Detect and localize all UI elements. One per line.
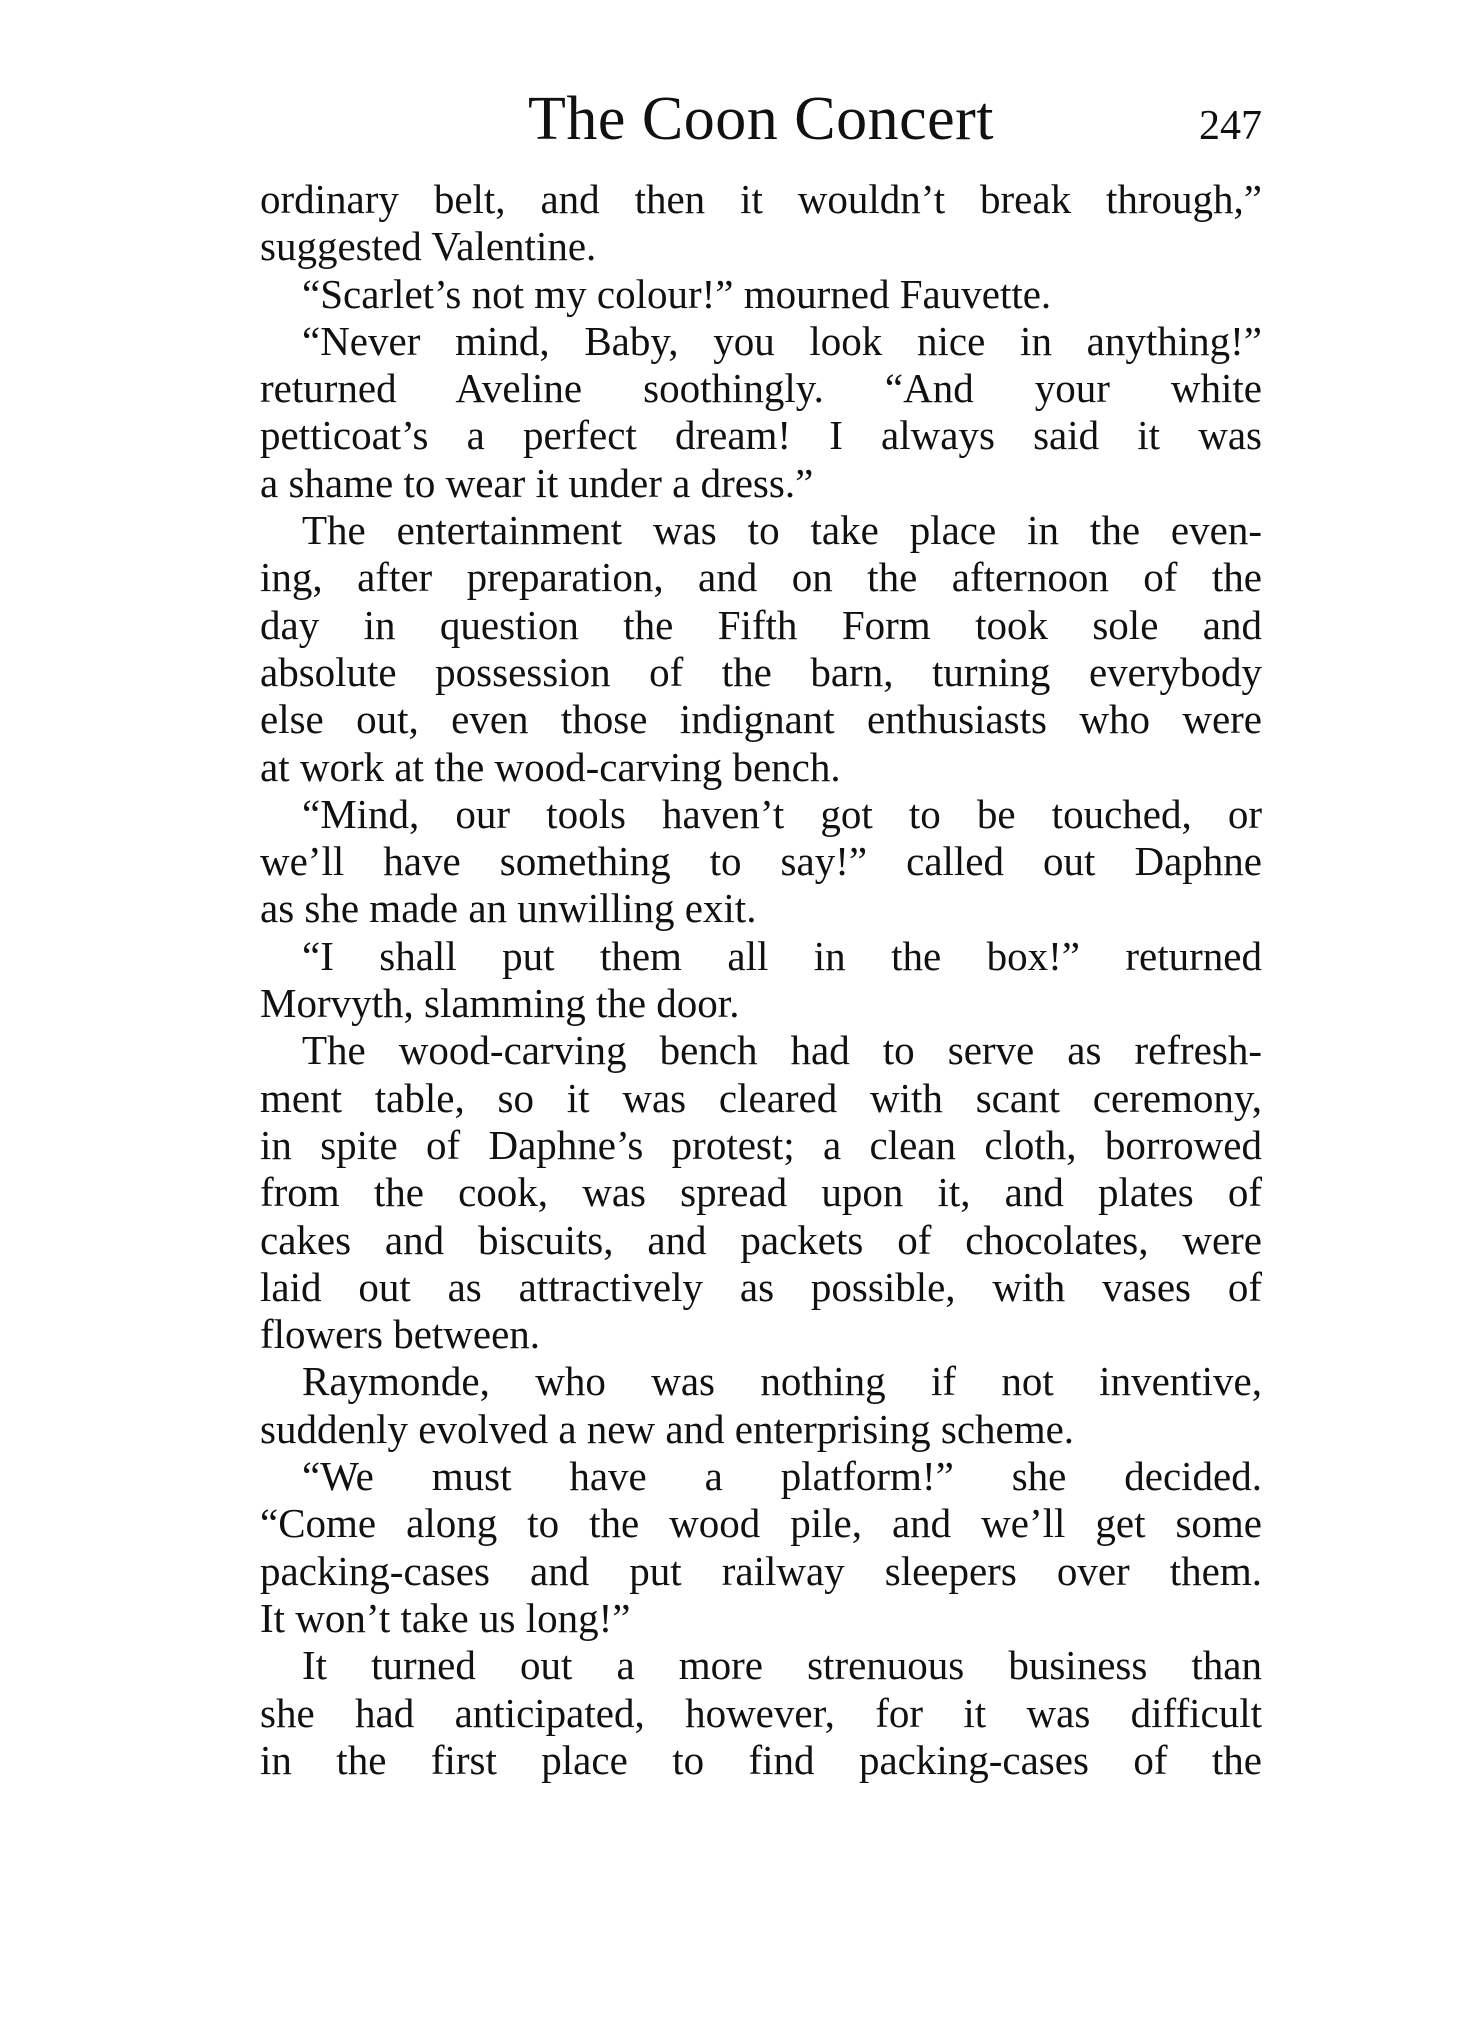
text-line: at work at the wood-carving bench. — [260, 743, 841, 790]
text-line: laid out as attractively as possible, with vases of — [260, 1263, 1262, 1310]
text-line: ordinary belt, and then it wouldn’t break through,” — [260, 176, 1262, 222]
text-line: a shame to wear it under a dress.” — [260, 459, 814, 506]
text-line: packing-cases and put railway sleepers over them. — [260, 1547, 1262, 1594]
text-line: “We must have a platform!” she decided. — [302, 1453, 1262, 1500]
text-line: “Come along to the wood pile, and we’ll get some — [260, 1500, 1262, 1547]
text-line: It won’t take us long!” — [260, 1594, 631, 1641]
text-line: else out, even those indignant enthusiasts who were — [260, 696, 1262, 743]
text-line: The entertainment was to take place in the even- — [302, 507, 1262, 554]
text-line: “Scarlet’s not my colour!” mourned Fauvette. — [302, 270, 1052, 317]
text-line: as she made an unwilling exit. — [260, 885, 757, 932]
text-line: Morvyth, slamming the door. — [260, 980, 740, 1027]
text-line: petticoat’s a perfect dream! I always said it was — [260, 412, 1262, 459]
running-header — [260, 84, 1262, 154]
text-line: suddenly evolved a new and enterprising scheme. — [260, 1405, 1075, 1452]
text-line: in the first place to find packing-cases of the — [260, 1736, 1262, 1783]
text-line: cakes and biscuits, and packets of chocolates, were — [260, 1216, 1262, 1263]
text-line: absolute possession of the barn, turning everybody — [260, 648, 1262, 695]
text-line: in spite of Daphne’s protest; a clean cloth, borrowed — [260, 1121, 1262, 1168]
text-line: It turned out a more strenuous business than — [302, 1642, 1262, 1689]
text-line: we’ll have something to say!” called out Daphne — [260, 838, 1262, 885]
page-number: 247 — [1199, 103, 1262, 149]
text-line: “Mind, our tools haven’t got to be touched, or — [302, 790, 1262, 837]
text-line: day in question the Fifth Form took sole and — [260, 601, 1262, 648]
text-line: “I shall put them all in the box!” returned — [302, 932, 1262, 979]
running-title: The Coon Concert — [527, 85, 994, 153]
text-line: The wood-carving bench had to serve as refresh- — [302, 1027, 1262, 1074]
text-line: she had anticipated, however, for it was difficult — [260, 1689, 1262, 1736]
text-line: ing, after preparation, and on the afternoon of the — [260, 554, 1262, 601]
text-line: ment table, so it was cleared with scant ceremony, — [260, 1074, 1262, 1121]
text-line: “Never mind, Baby, you look nice in anything!” — [302, 317, 1262, 364]
text-line: flowers between. — [260, 1311, 541, 1358]
body-text — [260, 176, 1262, 1784]
text-line: returned Aveline soothingly. “And your white — [260, 365, 1262, 412]
text-line: Raymonde, who was nothing if not inventive, — [302, 1358, 1262, 1405]
text-line: from the cook, was spread upon it, and plates of — [260, 1169, 1262, 1216]
text-line: suggested Valentine. — [260, 223, 597, 270]
